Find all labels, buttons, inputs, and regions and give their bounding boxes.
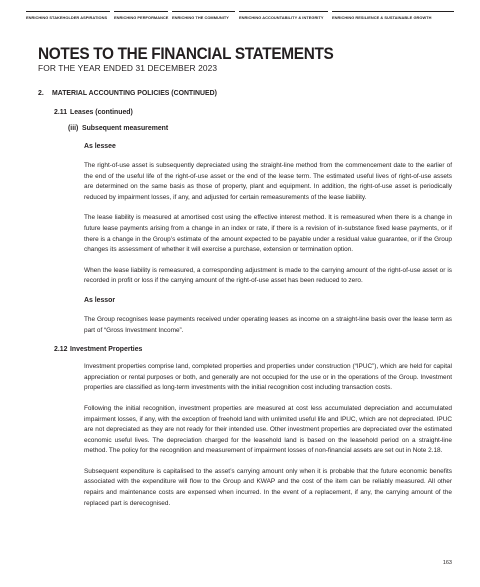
subsection-heading-leases: [54, 109, 480, 116]
section-title: MATERIAL ACCOUNTING POLICIES (CONTINUED): [52, 90, 217, 97]
subsection-title: Leases (continued): [70, 109, 133, 116]
page-subtitle: FOR THE YEAR ENDED 31 DECEMBER 2023: [38, 63, 218, 73]
page-number: 163: [442, 560, 452, 566]
subsection-number: 2.12: [54, 346, 68, 354]
nav-item-community[interactable]: ENRICHING THE COMMUNITY: [172, 11, 235, 20]
nav-item-stakeholder[interactable]: ENRICHING STAKEHOLDER ASPIRATIONS: [26, 11, 110, 20]
nav-item-resilience[interactable]: ENRICHING RESILIENCE & SUSTAINABLE GROWTH: [332, 11, 454, 20]
investment-paragraph-2: Following the initial recognition, investment properties are measured at cost less accumulated depreciation and accumulated impairment losses, if any, with the exception of freehold land with unlimited useful life and IPUC, which are not depreciated. IPUC are not depreciated as they are not ready for their intended use. Other investment properties are depreciated over the estimated economic useful lives. The depreciation charged for the leasehold land is based on the leasehold period on a straight-line method. The policy for the recognition and measurement of impairment losses of non-financial assets are set out in Note 2.18.: [84, 404, 452, 455]
lessor-heading: As lessor: [84, 296, 116, 304]
lessee-heading: As lessee: [84, 143, 116, 150]
subsection-number: 2.11: [54, 109, 68, 116]
section-heading: [38, 90, 480, 97]
page-title: NOTES TO THE FINANCIAL STATEMENTS: [38, 45, 334, 63]
subsubsection-heading: [68, 125, 480, 132]
subsection-heading-investment: [54, 346, 480, 353]
subsubsection-title: Subsequent measurement: [82, 125, 169, 132]
lessor-paragraph-1: The Group recognises lease payments received under operating leases as income on a straight-line basis over the lease term as part of “Gross Investment Income”.: [84, 315, 452, 334]
section-number: 2.: [38, 90, 44, 97]
lessee-paragraph-2: The lease liability is measured at amortised cost using the effective interest method. It is remeasured when there is a change in future lease payments arising from a change in an index or rate, if there is a revision of in-substance fixed lease payments, or if there is a change in the Group’s estimate of the amount expected to be payable under a residual value guarantee, or if the Group changes its assessment of whether it will exercise a purchase, extension or termination option.: [84, 214, 452, 254]
subsection-title: Investment Properties: [70, 346, 143, 354]
lessee-paragraph-1: The right-of-use asset is subsequently depreciated using the straight-line method from the commencement date to the earlier of the end of the useful life of the right-of-use asset or the end of the lease term. The estimated useful lives of right-of-use assets are determined on the same basis as those of property, plant and equipment. In addition, the right-of-use asset is periodically reduced by impairment losses, if any, and adjusted for certain remeasurements of the lease liability.: [84, 162, 452, 201]
subsubsection-number: (iii): [68, 125, 79, 132]
investment-paragraph-1: Investment properties comprise land, completed properties and properties under construction (“IPUC”), which are held for capital appreciation or rental purposes or both, and generally are not occupied for the use or in the operations of the Group. Investment properties are classified as long-term investments with the initial recognition cost including transaction costs.: [84, 363, 452, 392]
investment-paragraph-3: Subsequent expenditure is capitalised to the asset’s carrying amount only when it is probable that the future economic benefits associated with the expenditure will flow to the Group and KWAP and the cost of the item can be reliably measured. All other repairs and maintenance costs are expensed when incurred. In the event of a replacement, if any, the carrying amount of the replaced part is derecognised.: [84, 467, 452, 507]
nav-item-accountability[interactable]: ENRICHING ACCOUNTABILITY & INTEGRITY: [239, 11, 328, 20]
lessee-paragraph-3: When the lease liability is remeasured, a corresponding adjustment is made to the carrying amount of the right-of-use asset or is recorded in profit or loss if the carrying amount of the right-of-use asset has been reduced to zero.: [84, 266, 452, 285]
nav-item-performance[interactable]: ENRICHING PERFORMANCE: [114, 11, 168, 20]
top-navigation: [26, 11, 454, 27]
main-content: [0, 90, 480, 519]
